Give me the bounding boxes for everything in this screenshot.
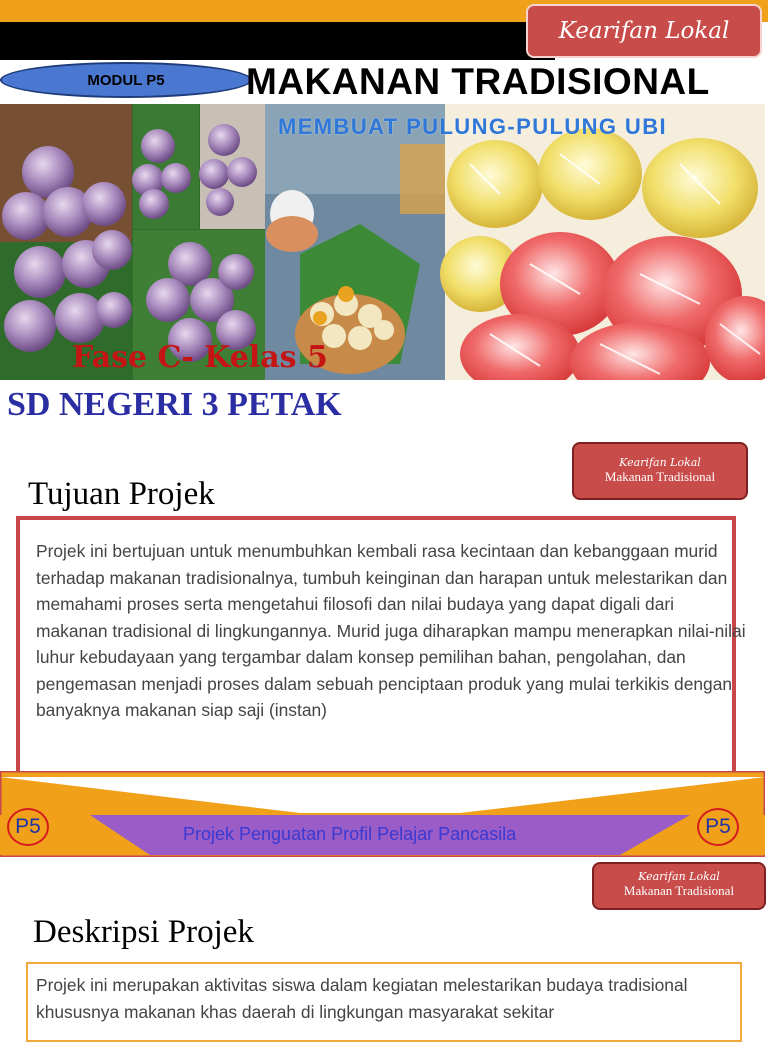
- p5-logo-right: P5: [697, 808, 739, 846]
- kearifan-lokal-badge: [526, 4, 762, 58]
- kearifan-lokal-badge-small-2: [592, 862, 766, 910]
- badge-label: Kearifan Lokal: [558, 18, 730, 44]
- fase-kelas-label: Fase C- Kelas 5: [72, 340, 328, 375]
- header-black-bar: [0, 22, 555, 60]
- badge-line-2: Makanan Tradisional: [623, 883, 735, 898]
- kearifan-lokal-badge-small: [572, 442, 748, 500]
- p5-logo-left: P5: [7, 808, 49, 846]
- tujuan-projek-heading: Tujuan Projek: [28, 476, 215, 512]
- sub-title: MEMBUAT PULUNG-PULUNG UBI: [278, 114, 668, 139]
- modul-label-oval: [0, 62, 252, 98]
- badge-line-1: Kearifan Lokal: [638, 870, 720, 883]
- deskripsi-projek-text: Projek ini merupakan aktivitas siswa dalam kegiatan melestarikan budaya tradisional khususnya makanan khas daerah di lingkungan masyarakat sekitar: [36, 975, 688, 1022]
- deskripsi-projek-box: [26, 962, 742, 1042]
- main-title: MAKANAN TRADISIONAL: [246, 61, 710, 102]
- school-name: SD NEGERI 3 PETAK: [7, 386, 342, 423]
- deskripsi-projek-heading: Deskripsi Projek: [33, 914, 254, 950]
- food-photo-banner: [0, 104, 765, 380]
- ribbon-label: Projek Penguatan Profil Pelajar Pancasila: [183, 824, 517, 844]
- tujuan-projek-text: Projek ini bertujuan untuk menumbuhkan kembali rasa kecintaan dan kebanggaan murid terhadap makanan tradisionalnya, tumbuh keinginan dan harapan untuk melestarikan dan memahami proses serta mengetahui filosofi dan nilai budaya yang dapat digali dari makanan tradisional di lingkungannya. Murid juga diharapkan mampu menerapkan nilai-nilai luhur kebudayaan yang tergambar dalam konsep pemilihan bahan, pengolahan, dan pengemasan menjadi proses dalam sebuah penciptaan produk yang mulai terkikis dengan banyaknya makanan siap saji (instan): [36, 541, 746, 720]
- tujuan-projek-box: [16, 516, 746, 778]
- modul-label: MODUL P5: [87, 71, 165, 89]
- badge-line-2: Makanan Tradisional: [604, 469, 716, 484]
- badge-line-1: Kearifan Lokal: [619, 456, 701, 469]
